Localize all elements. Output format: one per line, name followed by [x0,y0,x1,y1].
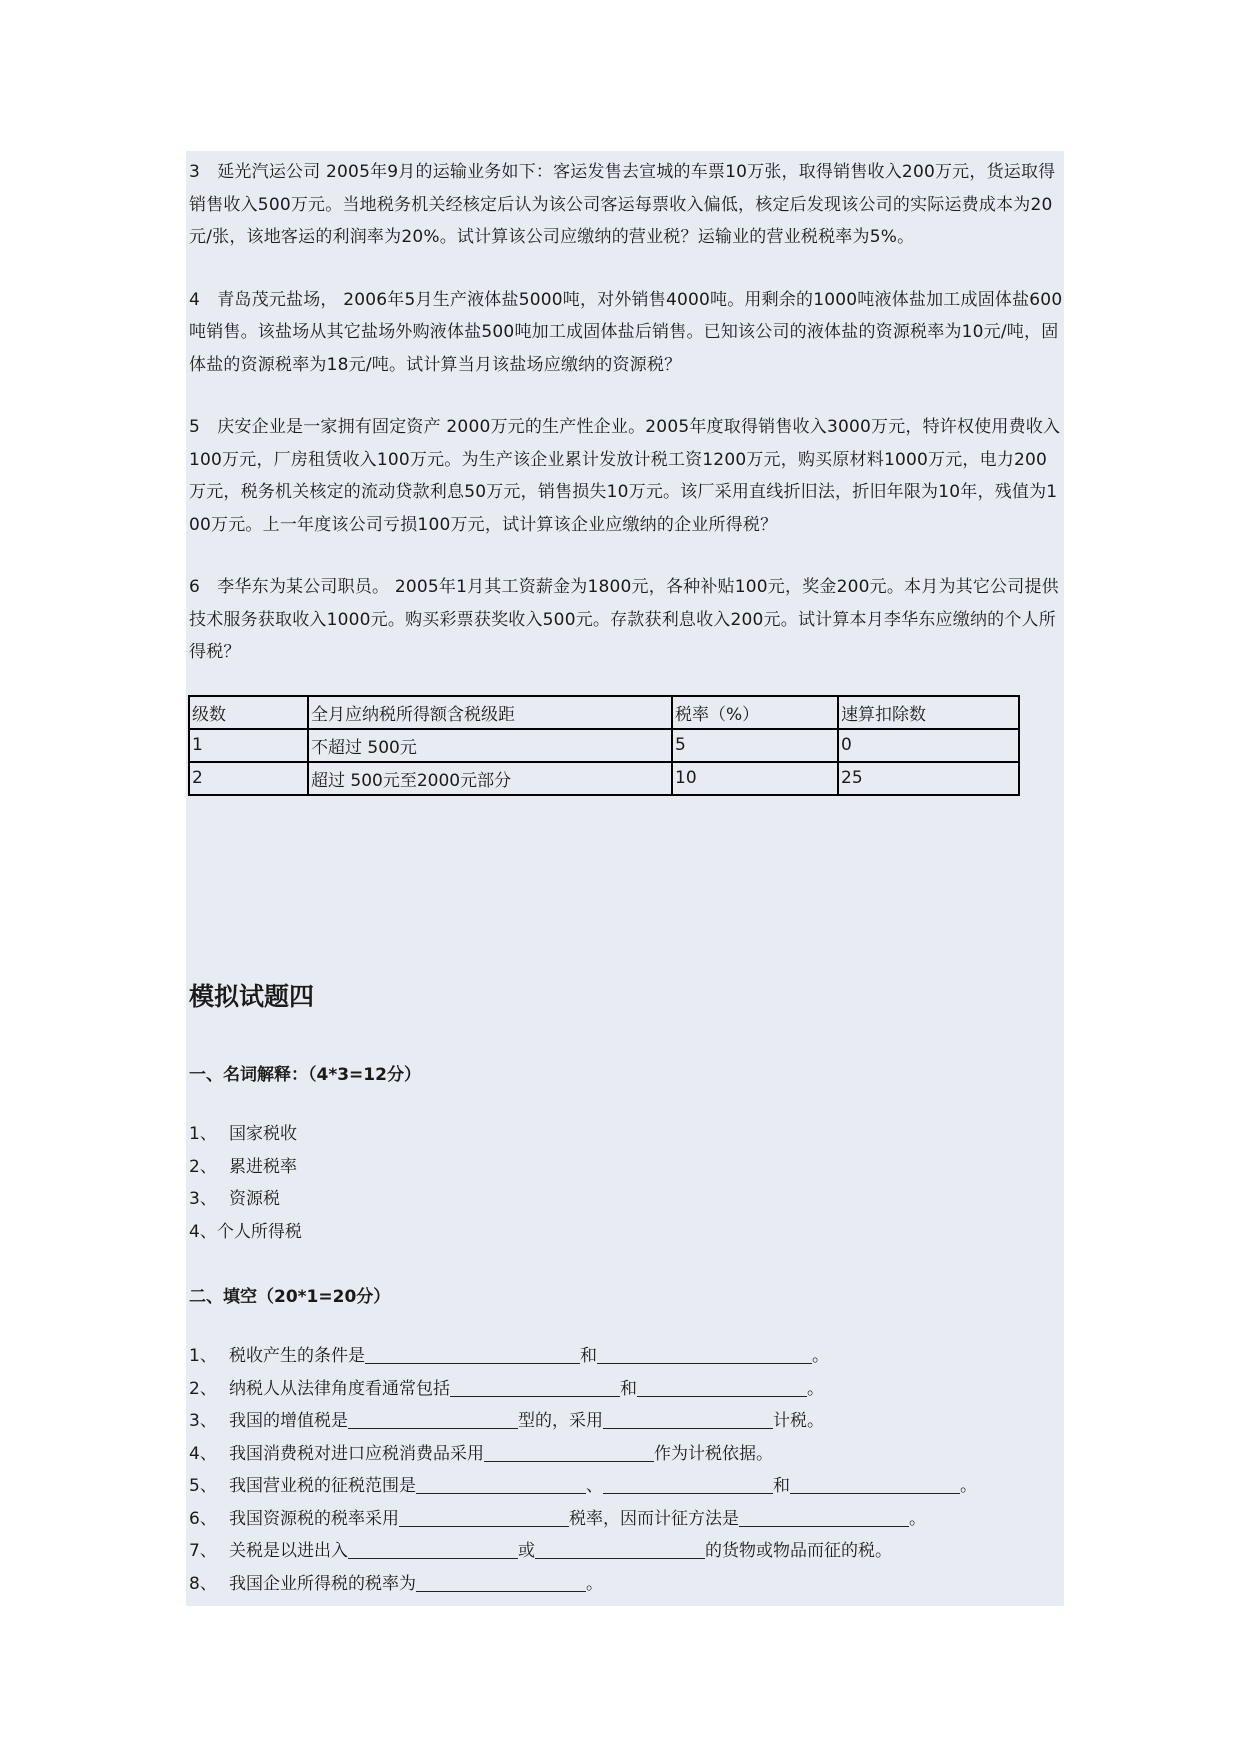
item-text: 型的，采用 [518,1411,603,1431]
question-4: 4 青岛茂元盐场， 2006年5月生产液体盐5000吨，对外销售4000吨。用剩余的1000吨液体盐加工成固体盐600吨销售。该盐场从其它盐场外购液体盐500吨加工成固体盐后销售。已知该公司的液体盐的资源税率为10元/吨，固体盐的资源税率为18元/吨。试计算当月该盐场应缴纳的资源税？ [189,289,1063,375]
item-text: 。 [909,1508,926,1529]
item-text: 税率，因而计征方法是 [569,1508,739,1529]
answer-blank[interactable] [348,1538,518,1559]
answer-blank[interactable] [416,1571,586,1592]
item-text: 的货物或物品而征的税。 [705,1541,892,1561]
table-row [189,729,1019,762]
list-item [189,1438,977,1471]
item-number: 2、 [189,1378,217,1399]
list-item [189,1568,977,1601]
list-item [189,1151,302,1184]
item-number: 4、 [189,1221,217,1242]
item-number: 2、 [189,1156,217,1177]
questions-block [189,156,1064,796]
table-cell: 2 [189,762,308,795]
item-number: 4、 [189,1443,217,1464]
table-header-cell: 级数 [189,696,308,729]
item-text: 税收产生的条件是 [229,1346,365,1366]
answer-blank[interactable] [597,1343,812,1364]
item-number: 8、 [189,1573,217,1594]
answer-blank[interactable] [348,1408,518,1429]
term-list [189,1118,302,1248]
exam-title: 模拟试题四 [189,982,315,1011]
item-number: 5、 [189,1476,217,1496]
question-6: 6 李华东为某公司职员。 2005年1月其工资薪金为1800元，各种补贴100元，奖金200元。本月为其它公司提供技术服务获取收入1000元。购买彩票获奖收入500元。存款获利息收入200元。试计算本月李华东应缴纳的个人所得税？ [189,577,1059,662]
answer-blank[interactable] [603,1408,773,1429]
item-text: 计税。 [773,1411,824,1431]
table-cell: 25 [838,762,1019,795]
item-text: 、 [586,1476,603,1496]
list-item [189,1470,977,1503]
item-text: 或 [518,1541,535,1561]
section-2-heading: 二、填空（20*1=20分） [189,1287,391,1307]
list-item [189,1183,302,1216]
answer-blank[interactable] [450,1376,620,1397]
item-text: 关税是以进出入 [229,1541,348,1561]
table-cell: 超过 500元至2000元部分 [308,762,672,795]
table-cell: 0 [838,729,1019,762]
item-text: 累进税率 [229,1156,297,1177]
answer-blank[interactable] [535,1538,705,1559]
item-text: 我国消费税对进口应税消费品采用 [229,1443,484,1464]
table-header-row [189,696,1019,729]
item-text: 。 [960,1476,977,1496]
item-text: 纳税人从法律角度看通常包括 [229,1378,450,1399]
item-text: 我国营业税的征税范围是 [229,1476,416,1496]
tax-rate-table [188,695,1020,796]
table-header-cell: 税率（%） [672,696,838,729]
item-text: 资源税 [229,1189,280,1209]
list-item [189,1503,977,1536]
item-number: 6、 [189,1508,217,1529]
list-item [189,1340,977,1373]
fill-blank-list [189,1340,977,1600]
question-3: 3 延光汽运公司 2005年9月的运输业务如下：客运发售去宣城的车票10万张，取得销售收入200万元，货运取得销售收入500万元。当地税务机关经核定后认为该公司客运每票收入偏低，核定后发现该公司的实际运费成本为20元/张，该地客运的利润率为20%。试计算该公司应缴纳的营业税？运输业的营业税税率为5%。 [189,162,1056,247]
item-number: 3、 [189,1189,217,1209]
answer-blank[interactable] [365,1343,580,1364]
answer-blank[interactable] [484,1441,654,1462]
answer-blank[interactable] [739,1506,909,1527]
item-text: 和 [580,1346,597,1366]
list-item [189,1405,977,1438]
item-text: 我国企业所得税的税率为 [229,1573,416,1594]
list-item [189,1118,302,1151]
table-header-cell: 全月应纳税所得额含税级距 [308,696,672,729]
item-text: 。 [807,1378,824,1399]
question-5: 5 庆安企业是一家拥有固定资产 2000万元的生产性企业。2005年度取得销售收入3000万元，特许权使用费收入100万元，厂房租赁收入100万元。为生产该企业累计发放计税工资1200万元，购买原材料1000万元，电力200万元，税务机关核定的流动贷款利息50万元，销售损失10万元。该厂采用直线折旧法，折旧年限为10年，残值为100万元。上一年度该公司亏损100万元，试计算该企业应缴纳的企业所得税？ [189,417,1061,535]
item-text: 。 [586,1573,603,1594]
item-text: 。 [812,1346,829,1366]
answer-blank[interactable] [399,1506,569,1527]
list-item [189,1373,977,1406]
item-text: 我国的增值税是 [229,1411,348,1431]
answer-blank[interactable] [637,1376,807,1397]
item-text: 个人所得税 [216,1221,302,1242]
table-header-cell: 速算扣除数 [838,696,1019,729]
table-row [189,762,1019,795]
item-text: 我国资源税的税率采用 [229,1508,399,1529]
item-text: 和 [620,1378,637,1399]
item-text: 和 [773,1476,790,1496]
item-number: 1、 [189,1124,217,1144]
table-cell: 5 [672,729,838,762]
table-cell: 10 [672,762,838,795]
list-item [189,1216,302,1249]
item-number: 7、 [189,1541,217,1561]
table-cell: 不超过 500元 [308,729,672,762]
item-number: 1、 [189,1346,217,1366]
list-item [189,1535,977,1568]
item-number: 3、 [189,1411,217,1431]
answer-blank[interactable] [603,1473,773,1494]
item-text: 作为计税依据。 [654,1443,773,1464]
section-1-heading: 一、名词解释：（4*3=12分） [189,1065,421,1085]
item-text: 国家税收 [229,1124,297,1144]
table-cell: 1 [189,729,308,762]
answer-blank[interactable] [416,1473,586,1494]
answer-blank[interactable] [790,1473,960,1494]
